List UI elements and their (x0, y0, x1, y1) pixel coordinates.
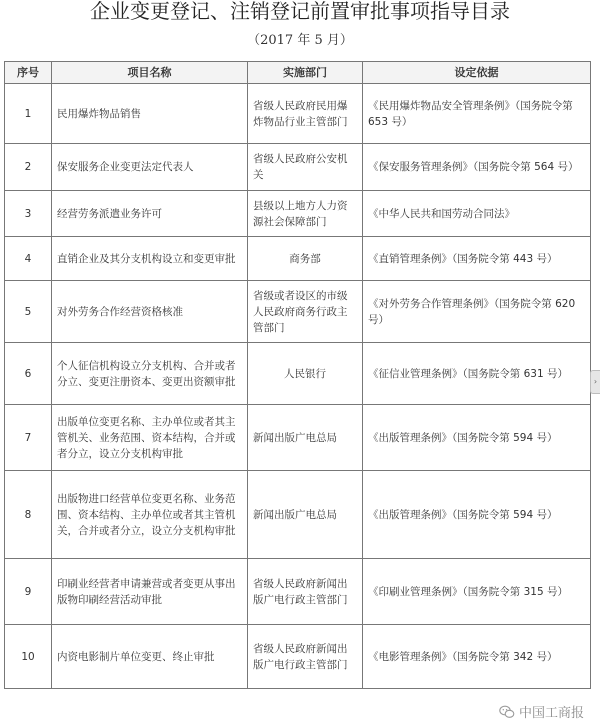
table-row (5, 237, 591, 281)
legal-basis: 《出版管理条例》（国务院令第 594 号） (363, 405, 591, 471)
page-date: （2017 年 5 月） (247, 33, 353, 48)
item-name: 经营劳务派遣业务许可 (52, 191, 248, 237)
implementing-department: 新闻出版广电总局 (248, 405, 363, 471)
row-number: 5 (5, 281, 52, 343)
row-number: 4 (5, 237, 52, 281)
page-title: 企业变更登记、注销登记前置审批事项指导目录 (90, 0, 510, 23)
row-number: 3 (5, 191, 52, 237)
implementing-department: 省级或者设区的市级人民政府商务行政主管部门 (248, 281, 363, 343)
watermark (499, 702, 584, 721)
row-number: 2 (5, 144, 52, 191)
item-name: 内资电影制片单位变更、终止审批 (52, 625, 248, 689)
legal-basis: 《征信业管理条例》（国务院令第 631 号） (363, 343, 591, 405)
row-number: 10 (5, 625, 52, 689)
implementing-department: 人民银行 (248, 343, 363, 405)
table-row (5, 405, 591, 471)
item-name: 直销企业及其分支机构设立和变更审批 (52, 237, 248, 281)
chevron-right-icon: › (593, 377, 598, 386)
column-header-no: 序号 (5, 62, 52, 84)
item-name: 民用爆炸物品销售 (52, 84, 248, 144)
catalog-table (4, 61, 591, 689)
item-name: 出版单位变更名称、主办单位或者其主管机关、业务范围、资本结构，合并或者分立，设立分支机构审批 (52, 405, 248, 471)
implementing-department: 省级人民政府新闻出版广电行政主管部门 (248, 559, 363, 625)
row-number: 1 (5, 84, 52, 144)
row-number: 7 (5, 405, 52, 471)
legal-basis: 《电影管理条例》（国务院令第 342 号） (363, 625, 591, 689)
table-row (5, 343, 591, 405)
column-header-name: 项目名称 (52, 62, 248, 84)
legal-basis: 《对外劳务合作管理条例》（国务院令第 620 号） (363, 281, 591, 343)
table-row (5, 191, 591, 237)
item-name: 印刷业经营者申请兼营或者变更从事出版物印刷经营活动审批 (52, 559, 248, 625)
item-name: 保安服务企业变更法定代表人 (52, 144, 248, 191)
table-row (5, 281, 591, 343)
row-number: 8 (5, 471, 52, 559)
column-header-basis: 设定依据 (363, 62, 591, 84)
row-number: 9 (5, 559, 52, 625)
side-scroll-tab[interactable] (590, 370, 600, 394)
table-row (5, 625, 591, 689)
implementing-department: 县级以上地方人力资源社会保障部门 (248, 191, 363, 237)
implementing-department: 新闻出版广电总局 (248, 471, 363, 559)
legal-basis: 《中华人民共和国劳动合同法》 (363, 191, 591, 237)
item-name: 对外劳务合作经营资格核准 (52, 281, 248, 343)
table-header-row (5, 62, 591, 84)
column-header-dept: 实施部门 (248, 62, 363, 84)
implementing-department: 省级人民政府民用爆炸物品行业主管部门 (248, 84, 363, 144)
implementing-department: 省级人民政府新闻出版广电行政主管部门 (248, 625, 363, 689)
legal-basis: 《保安服务管理条例》（国务院令第 564 号） (363, 144, 591, 191)
item-name: 出版物进口经营单位变更名称、业务范围、资本结构、主办单位或者其主管机关，合并或者分立，设立分支机构审批 (52, 471, 248, 559)
legal-basis: 《出版管理条例》（国务院令第 594 号） (363, 471, 591, 559)
implementing-department: 商务部 (248, 237, 363, 281)
table-row (5, 84, 591, 144)
legal-basis: 《印刷业管理条例》（国务院令第 315 号） (363, 559, 591, 625)
watermark-text: 中国工商报 (518, 706, 584, 721)
implementing-department: 省级人民政府公安机关 (248, 144, 363, 191)
table-row (5, 144, 591, 191)
item-name: 个人征信机构设立分支机构、合并或者分立、变更注册资本、变更出资额审批 (52, 343, 248, 405)
table-row (5, 471, 591, 559)
legal-basis: 《直销管理条例》（国务院令第 443 号） (363, 237, 591, 281)
row-number: 6 (5, 343, 52, 405)
legal-basis: 《民用爆炸物品安全管理条例》（国务院令第 653 号） (363, 84, 591, 144)
wechat-icon (499, 705, 515, 719)
table-row (5, 559, 591, 625)
